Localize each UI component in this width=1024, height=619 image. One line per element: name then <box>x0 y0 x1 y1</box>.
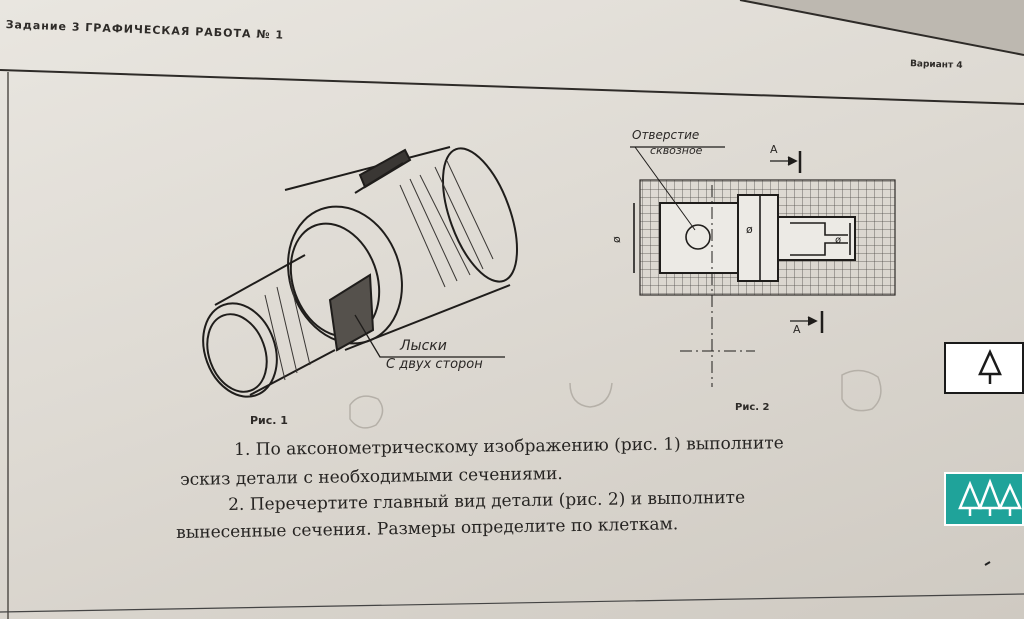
figure1-callout-flats: Лыски <box>400 338 447 354</box>
svg-text:ø: ø <box>746 223 753 236</box>
figure1-callout-two-sides: С двух сторон <box>386 357 483 372</box>
task1-line1: 1. По аксонометрическому изображению (рис. 1) выполните <box>234 433 784 460</box>
task2-line1: 2. Перечертите главный вид детали (рис. 2) и выполните <box>228 487 746 515</box>
figure2-main-view-drawing <box>610 125 910 395</box>
forest-icon[interactable] <box>944 472 1024 526</box>
variant-label: Вариант 4 <box>909 59 963 71</box>
figure2-callout-hole: Отверстие <box>632 128 700 142</box>
tree-outline-icon[interactable] <box>944 342 1024 394</box>
task1-line2: эскиз детали с необходимыми сечениями. <box>180 463 563 490</box>
svg-text:ø: ø <box>835 235 842 246</box>
figure2-callout-through: сквозное <box>650 144 703 157</box>
figure1-caption: Рис. 1 <box>250 414 288 427</box>
section-marker-top-label: А <box>770 143 778 156</box>
task2-line2: вынесенные сечения. Размеры определите по клеткам. <box>176 514 679 543</box>
svg-text:ø: ø <box>610 236 623 243</box>
figure2-caption: Рис. 2 <box>735 402 770 413</box>
section-marker-bottom-label: А <box>793 323 801 336</box>
worksheet-title: Задание 3 ГРАФИЧЕСКАЯ РАБОТА № 1 <box>5 18 285 42</box>
